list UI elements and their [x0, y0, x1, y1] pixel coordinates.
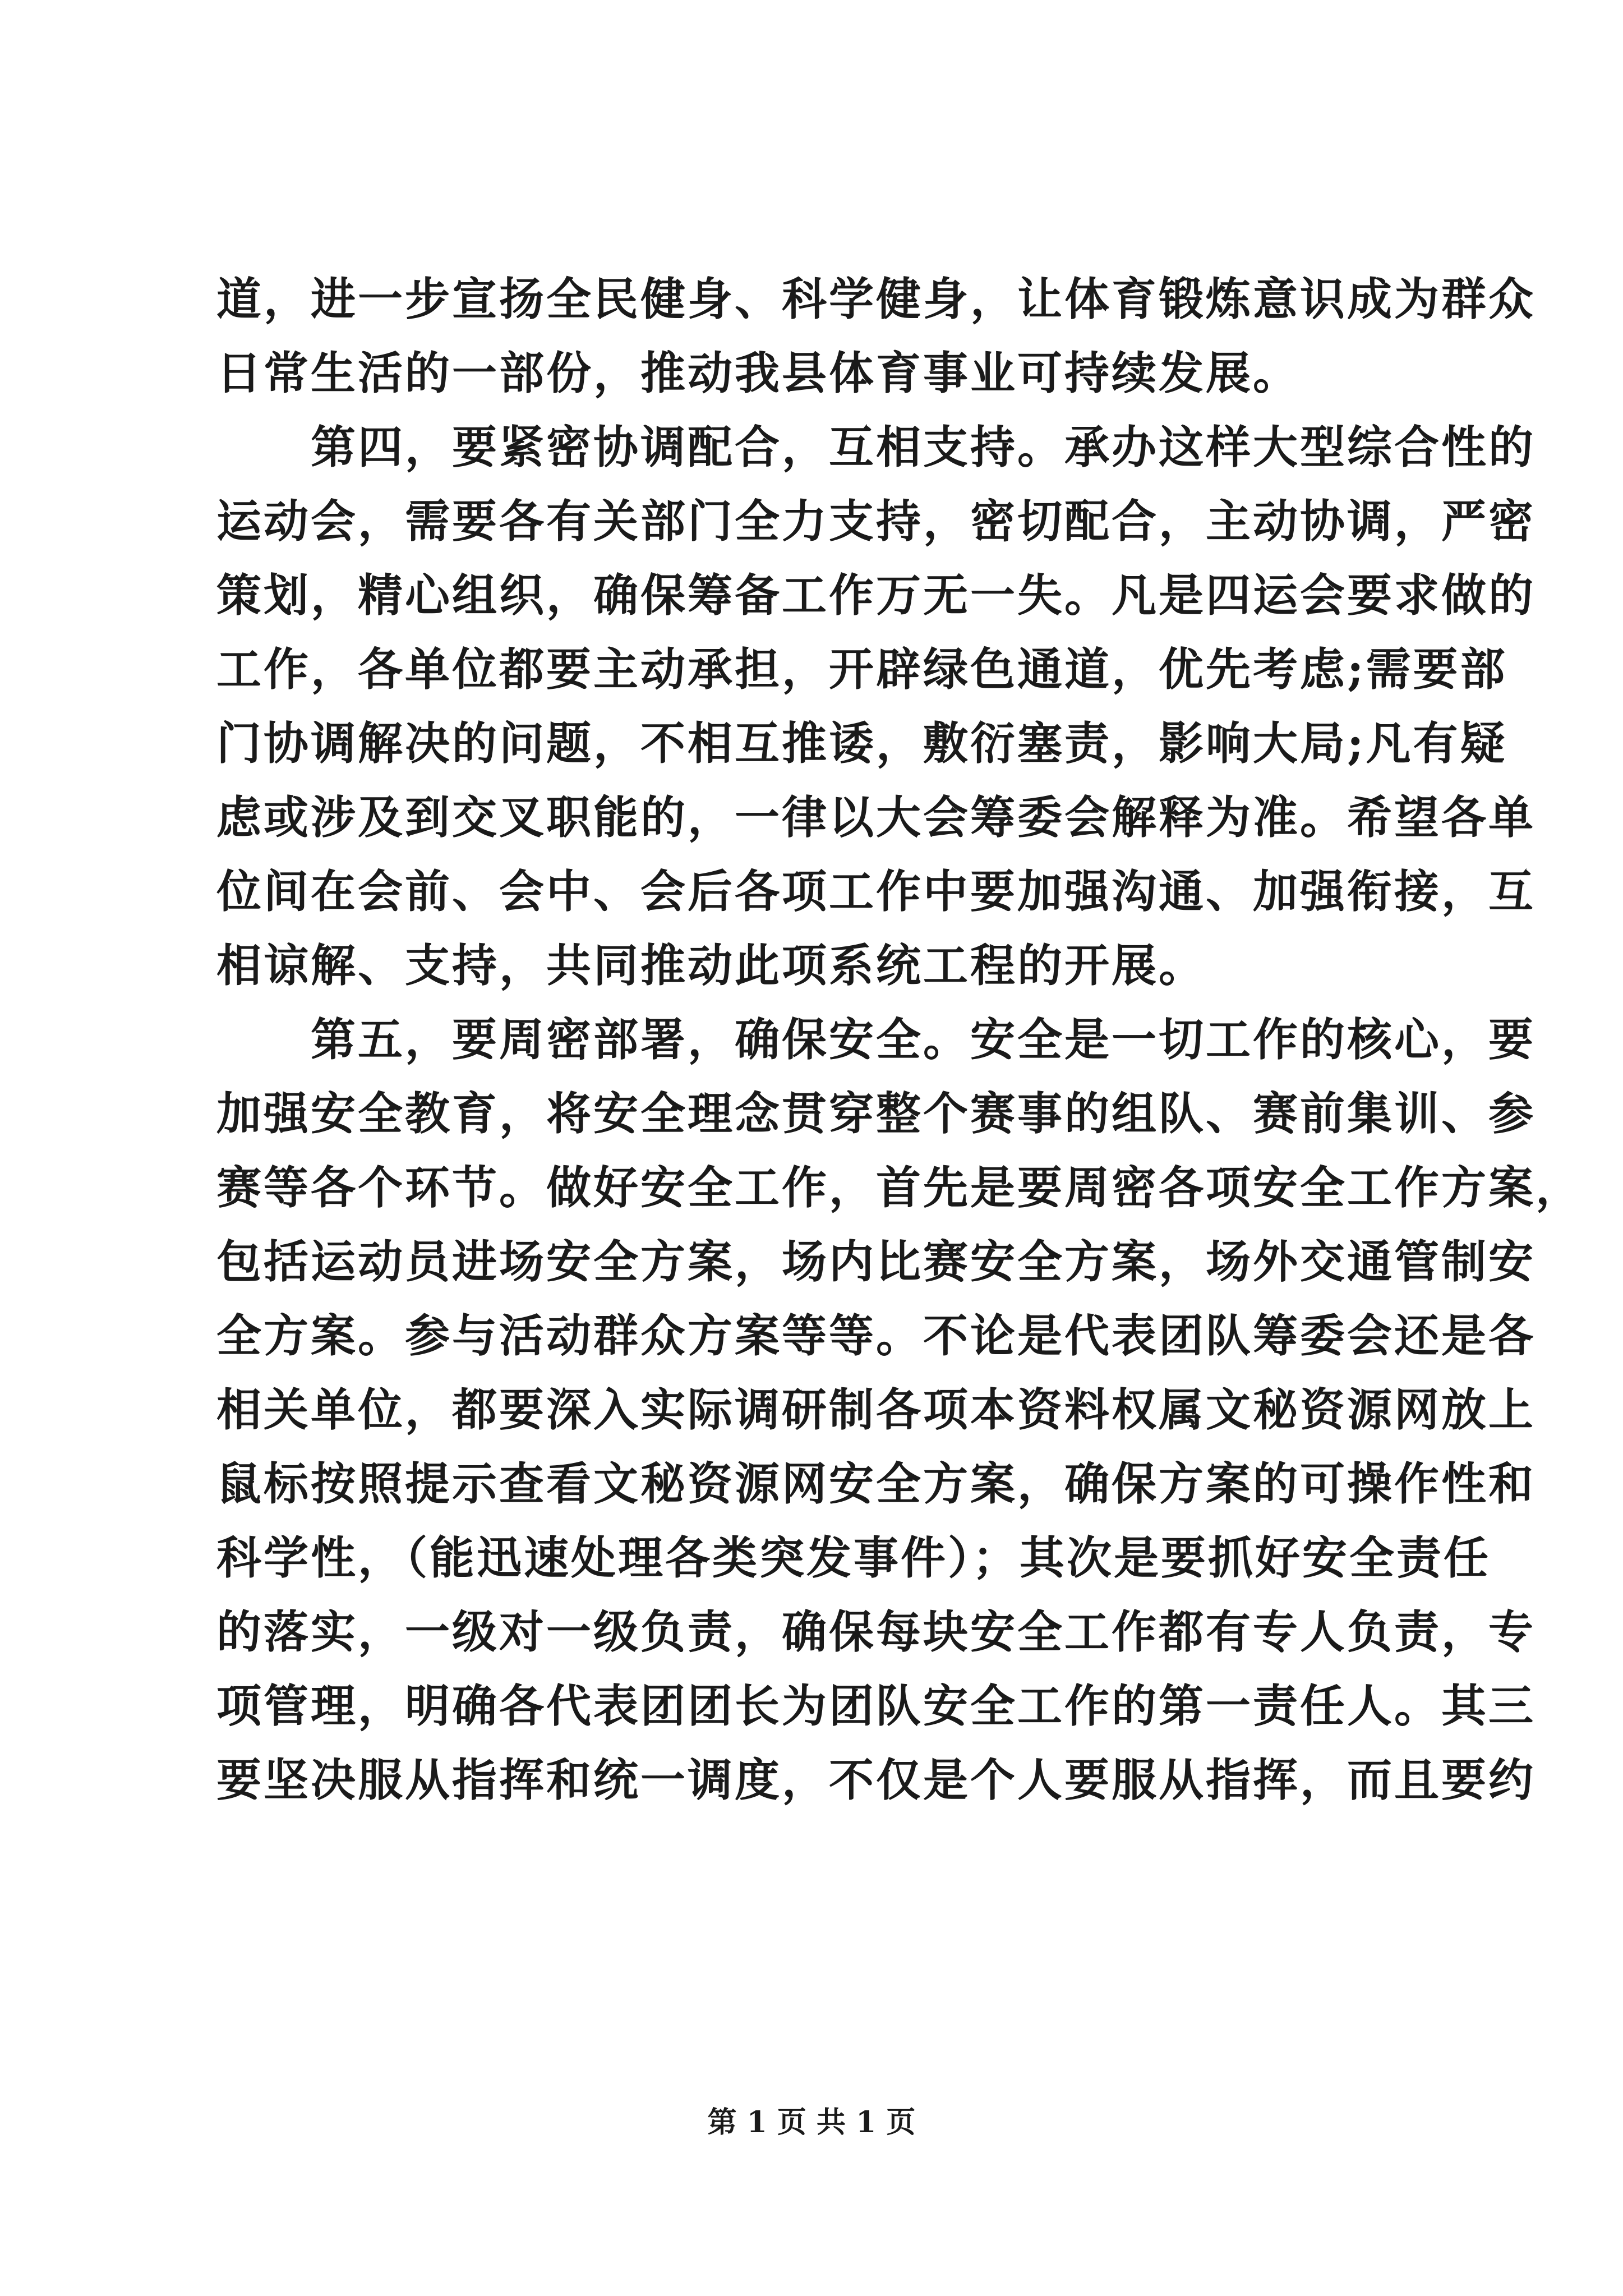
page-number-footer: 第 1 页 共 1 页: [707, 2105, 916, 2139]
text-line: 日常生活的一部份，推动我县体育事业可持续发展。: [216, 347, 1300, 399]
text-line: 的落实，一级对一级负责，确保每块安全工作都有专人负责，专: [216, 1605, 1536, 1658]
text-line: 项管理，明确各代表团团长为团队安全工作的第一责任人。其三: [216, 1680, 1536, 1732]
text-line: 相谅解、支持，共同推动此项系统工程的开展。: [216, 939, 1206, 992]
document-body: [216, 262, 1583, 1817]
text-line: 门协调解决的问题，不相互推诿，敷衍塞责，影响大局;凡有疑: [216, 717, 1507, 770]
text-line: 位间在会前、会中、会后各项工作中要加强沟通、加强衔接，互: [216, 865, 1536, 918]
text-line: 包括运动员进场安全方案，场内比赛安全方案，场外交通管制安: [216, 1235, 1536, 1288]
text-line: 第五，要周密部署，确保安全。安全是一切工作的核心，要: [216, 1013, 1536, 1066]
text-line: 科学性，（能迅速处理各类突发事件）；其次是要抓好安全责任: [216, 1531, 1491, 1584]
text-line: 第四，要紧密协调配合，互相支持。承办这样大型综合性的: [216, 421, 1536, 473]
text-line: 鼠标按照提示查看文秘资源网安全方案，确保方案的可操作性和: [216, 1457, 1536, 1510]
text-line: 全方案。参与活动群众方案等等。不论是代表团队筹委会还是各: [216, 1309, 1536, 1362]
text-line: 策划，精心组织，确保筹备工作万无一失。凡是四运会要求做的: [216, 569, 1536, 622]
text-line: 要坚决服从指挥和统一调度，不仅是个人要服从指挥，而且要约: [216, 1754, 1536, 1806]
text-line: 赛等各个环节。做好安全工作，首先是要周密各项安全工作方案，: [216, 1161, 1583, 1214]
text-line: 道，进一步宣扬全民健身、科学健身，让体育锻炼意识成为群众: [216, 273, 1536, 325]
text-line: 虑或涉及到交叉职能的，一律以大会筹委会解释为准。希望各单: [216, 791, 1536, 844]
text-line: 加强安全教育，将安全理念贯穿整个赛事的组队、赛前集训、参: [216, 1087, 1536, 1140]
text-line: 工作，各单位都要主动承担，开辟绿色通道，优先考虑;需要部: [216, 643, 1507, 696]
text-line: 运动会，需要各有关部门全力支持，密切配合，主动协调，严密: [216, 495, 1536, 547]
text-line: 相关单位，都要深入实际调研制各项本资料权属文秘资源网放上: [216, 1383, 1536, 1436]
